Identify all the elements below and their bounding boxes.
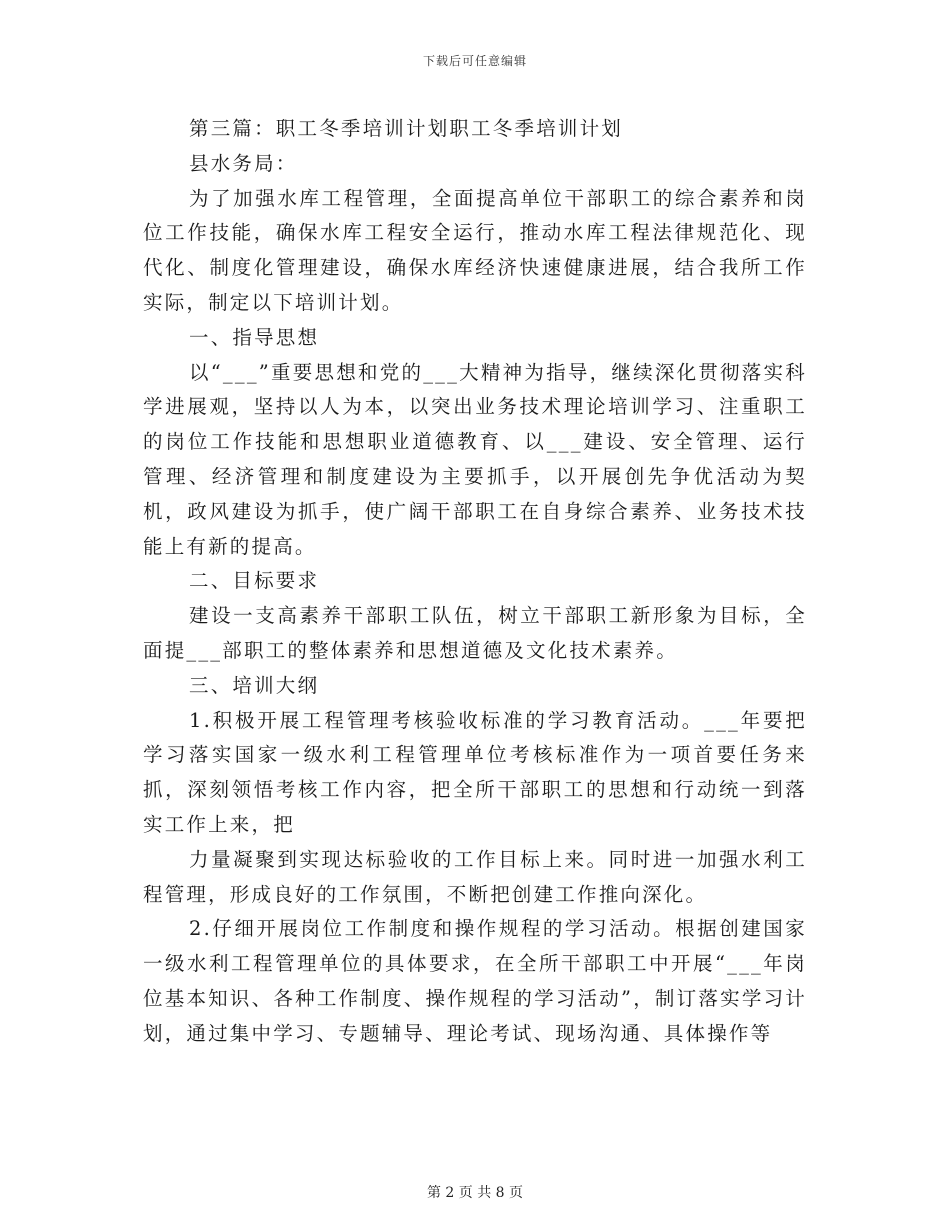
section-heading-guiding-ideology: 一、指导思想 (189, 325, 320, 349)
paragraph-guiding-ideology: 以“___”重要思想和党的___大精神为指导，继续深化贯彻落实科学进展观，坚持以人为本，以突出业务技术理论培训学习、注重职工的岗位工作技能和思想职业道德教育、以___建设、安全管理、运行管理、经济管理和制度建设为主要抓手，以开展创先争优活动为契机，政风建设为抓手，使广阔干部职工在自身综合素养、业务技术技能上有新的提高。 (143, 360, 807, 558)
page-number: 第 2 页 共 8 页 (426, 1185, 524, 1201)
document-title: 第三篇：职工冬季培训计划职工冬季培训计划 (189, 117, 624, 140)
paragraph-outline-item-1-continued: 力量凝聚到实现达标验收的工作目标上来。同时进一加强水利工程管理，形成良好的工作氛围，不断把创建工作推向深化。 (143, 847, 807, 906)
document-body (143, 112, 807, 1052)
paragraph-outline-item-2: 2.仔细开展岗位工作制度和操作规程的学习活动。根据创建国家一级水利工程管理单位的具体要求，在全所干部职工中开展“___年岗位基本知识、各种工作制度、操作规程的学习活动”，制订落实学习计划，通过集中学习、专题辅导、理论考试、现场沟通、具体操作等 (143, 917, 807, 1045)
page-header: 下载后可任意编辑 (422, 54, 527, 68)
paragraph-goals: 建设一支高素养干部职工队伍，树立干部职工新形象为目标，全面提___部职工的整体素养和思想道德及文化技术素养。 (143, 604, 807, 662)
salutation: 县水务局： (189, 151, 298, 175)
section-heading-goals: 二、目标要求 (189, 569, 320, 593)
paragraph-outline-item-1: 1.积极开展工程管理考核验收标准的学习教育活动。___年要把学习落实国家一级水利工程管理单位考核标准作为一项首要任务来抓，深刻领悟考核工作内容，把全所干部职工的思想和行动统一到落实工作上来，把 (143, 708, 807, 836)
section-heading-outline: 三、培训大纲 (189, 673, 320, 697)
paragraph-intro: 为了加强水库工程管理，全面提高单位干部职工的综合素养和岗位工作技能，确保水库工程安全运行，推动水库工程法律规范化、现代化、制度化管理建设，确保水库经济快速健康进展，结合我所工作实际，制定以下培训计划。 (143, 186, 807, 314)
